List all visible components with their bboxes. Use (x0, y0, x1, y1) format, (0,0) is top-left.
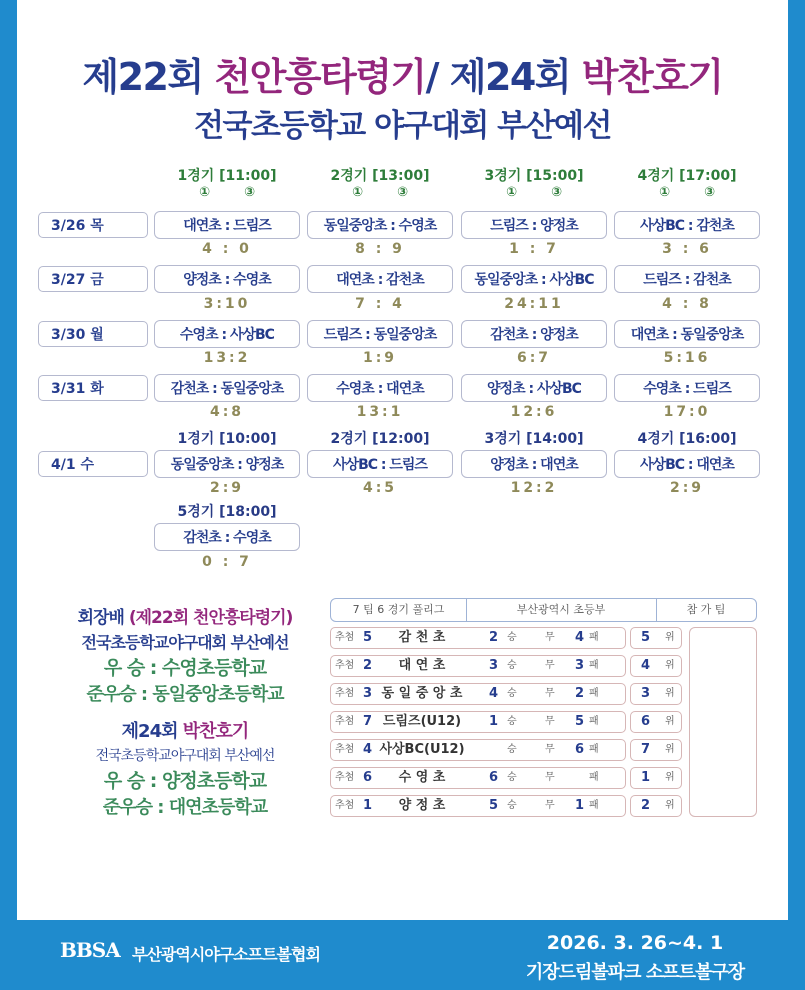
standings-head-left: 7 팀 6 경기 풀리그 (331, 599, 467, 621)
rank-cell (630, 795, 682, 817)
draw-number: 2 (363, 658, 373, 673)
table-row (330, 683, 626, 705)
team-name: 감 천 초 (398, 630, 446, 645)
match-score: 4:8 (209, 404, 245, 420)
result-a-subtitle: 전국초등학교야구대회 부산예선 (81, 633, 289, 652)
match-score: 4 : 8 (662, 296, 712, 312)
game-header-marks: ①③ (658, 185, 749, 200)
date-label: 3/30 월 (38, 321, 148, 347)
organizer-name: 부산광역시야구소프트볼협회 (132, 945, 320, 964)
team-name: 수 영 초 (398, 770, 446, 785)
rank-number: 6 (641, 714, 651, 729)
match-score: 3:10 (203, 296, 251, 312)
title-part-a: 제22회 (82, 55, 215, 99)
draw-number: 7 (363, 714, 373, 729)
standings-head-right: 참 가 팀 (686, 603, 726, 616)
table-row (330, 655, 626, 677)
losses: 3 (575, 658, 585, 673)
wins: 1 (489, 714, 499, 729)
rank-label: 위 (665, 744, 675, 755)
result-a-prefix: 회장배 (77, 608, 129, 628)
rank-number: 2 (641, 798, 651, 813)
game-header-marks: ①③ (198, 185, 289, 200)
match-score: 4 : 0 (202, 241, 252, 257)
rank-number: 4 (641, 658, 651, 673)
match-score: 5:16 (663, 350, 711, 366)
title-part-b: 천안흥타령기 (214, 55, 426, 99)
match-score: 12:2 (510, 480, 558, 496)
table-row (330, 627, 626, 649)
wins: 2 (489, 630, 499, 645)
match-box: 수영초 : 사상BC (154, 320, 300, 348)
draw-mid-label: 무 (545, 744, 555, 755)
match-box: 드림즈 : 감천초 (614, 265, 760, 293)
rank-label: 위 (665, 772, 675, 783)
rank-number: 7 (641, 742, 651, 757)
match-box: 감천초 : 양정초 (461, 320, 607, 348)
event-venue: 기장드림볼파크 소프트볼구장 (525, 962, 745, 983)
draw-mid-label: 무 (545, 688, 555, 699)
match-score: 24:11 (504, 296, 564, 312)
match-box: 양정초 : 대연초 (461, 450, 607, 478)
rank-cell (630, 711, 682, 733)
rank-number: 1 (641, 770, 651, 785)
loss-label: 패 (589, 800, 599, 811)
draw-label: 추첨 (335, 660, 355, 671)
match-score: 2:9 (669, 480, 705, 496)
draw-number: 5 (363, 630, 373, 645)
participants-box (689, 627, 757, 817)
loss-label: 패 (589, 772, 599, 783)
match-box: 대연초 : 감천초 (307, 265, 453, 293)
rank-cell (630, 627, 682, 649)
match-box: 동일중앙초 : 수영초 (307, 211, 453, 239)
draw-label: 추첨 (335, 688, 355, 699)
draw-number: 1 (363, 798, 373, 813)
wins: 5 (489, 798, 499, 813)
loss-label: 패 (589, 632, 599, 643)
team-name: 사상BC(U12) (379, 742, 465, 757)
win-label: 승 (507, 632, 517, 643)
loss-label: 패 (589, 688, 599, 699)
draw-mid-label: 무 (545, 660, 555, 671)
win-label: 승 (507, 772, 517, 783)
result-b-winner: 우 승 : 양정초등학교 (103, 770, 267, 792)
date-label: 3/27 금 (38, 266, 148, 292)
draw-label: 추첨 (335, 772, 355, 783)
loss-label: 패 (589, 716, 599, 727)
win-label: 승 (507, 688, 517, 699)
title-line-1 (0, 46, 805, 101)
draw-number: 6 (363, 770, 373, 785)
draw-number: 3 (363, 686, 373, 701)
team-name: 동 일 중 앙 초 (381, 686, 463, 701)
match-box: 동일중앙초 : 양정초 (154, 450, 300, 478)
table-row (330, 711, 626, 733)
losses: 1 (575, 798, 585, 813)
rank-cell (630, 739, 682, 761)
rank-label: 위 (665, 800, 675, 811)
result-a-runnerup: 준우승 : 동일중앙초등학교 (86, 684, 284, 705)
match-box: 대연초 : 동일중앙초 (614, 320, 760, 348)
match-score: 1:9 (362, 350, 398, 366)
rank-cell (630, 655, 682, 677)
title-line-2: 전국초등학교 야구대회 부산예선 (194, 108, 611, 144)
result-a-winner: 우 승 : 수영초등학교 (103, 657, 267, 679)
result-b-runnerup: 준우승 : 대연초등학교 (102, 797, 268, 818)
game-header-5: 5경기 [18:00] (177, 504, 277, 520)
match-box: 감천초 : 수영초 (154, 523, 300, 551)
title-part-c: / 제24회 (425, 55, 582, 99)
match-score: 3 : 6 (662, 241, 712, 257)
draw-mid-label: 무 (545, 632, 555, 643)
title-part-d: 박찬호기 (581, 55, 723, 99)
bbsa-logo: BBSA (60, 938, 120, 962)
wins: 4 (489, 686, 499, 701)
game-header-marks: ①③ (351, 185, 442, 200)
match-score: 13:1 (356, 404, 404, 420)
game-header-apr1-4: 4경기 [16:00] (637, 431, 737, 447)
draw-mid-label: 무 (545, 716, 555, 727)
draw-mid-label: 무 (545, 800, 555, 811)
game-header-apr1-2: 2경기 [12:00] (330, 431, 430, 447)
match-score: 1 : 7 (509, 241, 559, 257)
match-box: 드림즈 : 동일중앙초 (307, 320, 453, 348)
draw-label: 추첨 (335, 800, 355, 811)
game-header-apr1-3: 3경기 [14:00] (484, 431, 584, 447)
match-box: 수영초 : 드림즈 (614, 374, 760, 402)
result-a-title (40, 603, 330, 628)
win-label: 승 (507, 716, 517, 727)
wins: 6 (489, 770, 499, 785)
rank-label: 위 (665, 660, 675, 671)
result-b-name: 박찬호기 (182, 721, 249, 742)
rank-cell (630, 767, 682, 789)
team-name: 대 연 초 (398, 658, 446, 673)
game-header-apr1-1: 1경기 [10:00] (177, 431, 277, 447)
draw-label: 추첨 (335, 744, 355, 755)
losses: 6 (575, 742, 585, 757)
loss-label: 패 (589, 744, 599, 755)
match-box: 양정초 : 사상BC (461, 374, 607, 402)
match-score: 8 : 9 (355, 241, 405, 257)
result-a-name: (제22회 천안흥타령기) (128, 608, 293, 628)
rank-number: 5 (641, 630, 651, 645)
losses: 5 (575, 714, 585, 729)
match-score: 7 : 4 (355, 296, 405, 312)
result-b-title (40, 717, 330, 743)
match-score: 6:7 (516, 350, 552, 366)
rank-label: 위 (665, 632, 675, 643)
date-label: 3/26 목 (38, 212, 148, 238)
loss-label: 패 (589, 660, 599, 671)
draw-label: 추첨 (335, 716, 355, 727)
game-header-label: 2경기 [13:00] (330, 168, 430, 184)
match-box: 사상BC : 감천초 (614, 211, 760, 239)
result-b-prefix: 제24회 (121, 721, 183, 742)
match-score: 4:5 (362, 480, 398, 496)
game-header-2 (307, 165, 453, 200)
date-label: 4/1 수 (38, 451, 148, 477)
win-label: 승 (507, 744, 517, 755)
result-b-subtitle: 전국초등학교야구대회 부산예선 (95, 748, 275, 764)
match-box: 드림즈 : 양정초 (461, 211, 607, 239)
match-box: 양정초 : 수영초 (154, 265, 300, 293)
team-name: 드림즈(U12) (382, 714, 462, 729)
table-row (330, 739, 626, 761)
draw-number: 4 (363, 742, 373, 757)
game-header-1 (154, 165, 300, 200)
match-box: 동일중앙초 : 사상BC (461, 265, 607, 293)
match-box: 수영초 : 대연초 (307, 374, 453, 402)
losses: 2 (575, 686, 585, 701)
game-header-label: 4경기 [17:00] (637, 168, 737, 184)
rank-label: 위 (665, 688, 675, 699)
standings-header (330, 598, 757, 622)
game-header-label: 3경기 [15:00] (484, 168, 584, 184)
game-header-label: 1경기 [11:00] (177, 168, 277, 184)
match-box: 사상BC : 드림즈 (307, 450, 453, 478)
match-score: 17:0 (663, 404, 711, 420)
match-box: 대연초 : 드림즈 (154, 211, 300, 239)
standings-head-mid: 부산광역시 초등부 (466, 599, 657, 621)
match-score: 2:9 (209, 480, 245, 496)
table-row (330, 767, 626, 789)
game-header-3 (461, 165, 607, 200)
wins: 3 (489, 658, 499, 673)
game-header-marks: ①③ (505, 185, 596, 200)
team-name: 양 정 초 (398, 798, 446, 813)
match-score: 13:2 (203, 350, 251, 366)
win-label: 승 (507, 660, 517, 671)
match-box: 감천초 : 동일중앙초 (154, 374, 300, 402)
rank-number: 3 (641, 686, 651, 701)
win-label: 승 (507, 800, 517, 811)
draw-mid-label: 무 (545, 772, 555, 783)
table-row (330, 795, 626, 817)
match-box: 사상BC : 대연초 (614, 450, 760, 478)
rank-label: 위 (665, 716, 675, 727)
losses: 4 (575, 630, 585, 645)
event-dates: 2026. 3. 26~4. 1 (546, 932, 724, 954)
date-label: 3/31 화 (38, 375, 148, 401)
game-header-4 (614, 165, 760, 200)
match-score: 12:6 (510, 404, 558, 420)
rank-cell (630, 683, 682, 705)
draw-label: 추첨 (335, 632, 355, 643)
match-score: 0 : 7 (202, 554, 252, 570)
